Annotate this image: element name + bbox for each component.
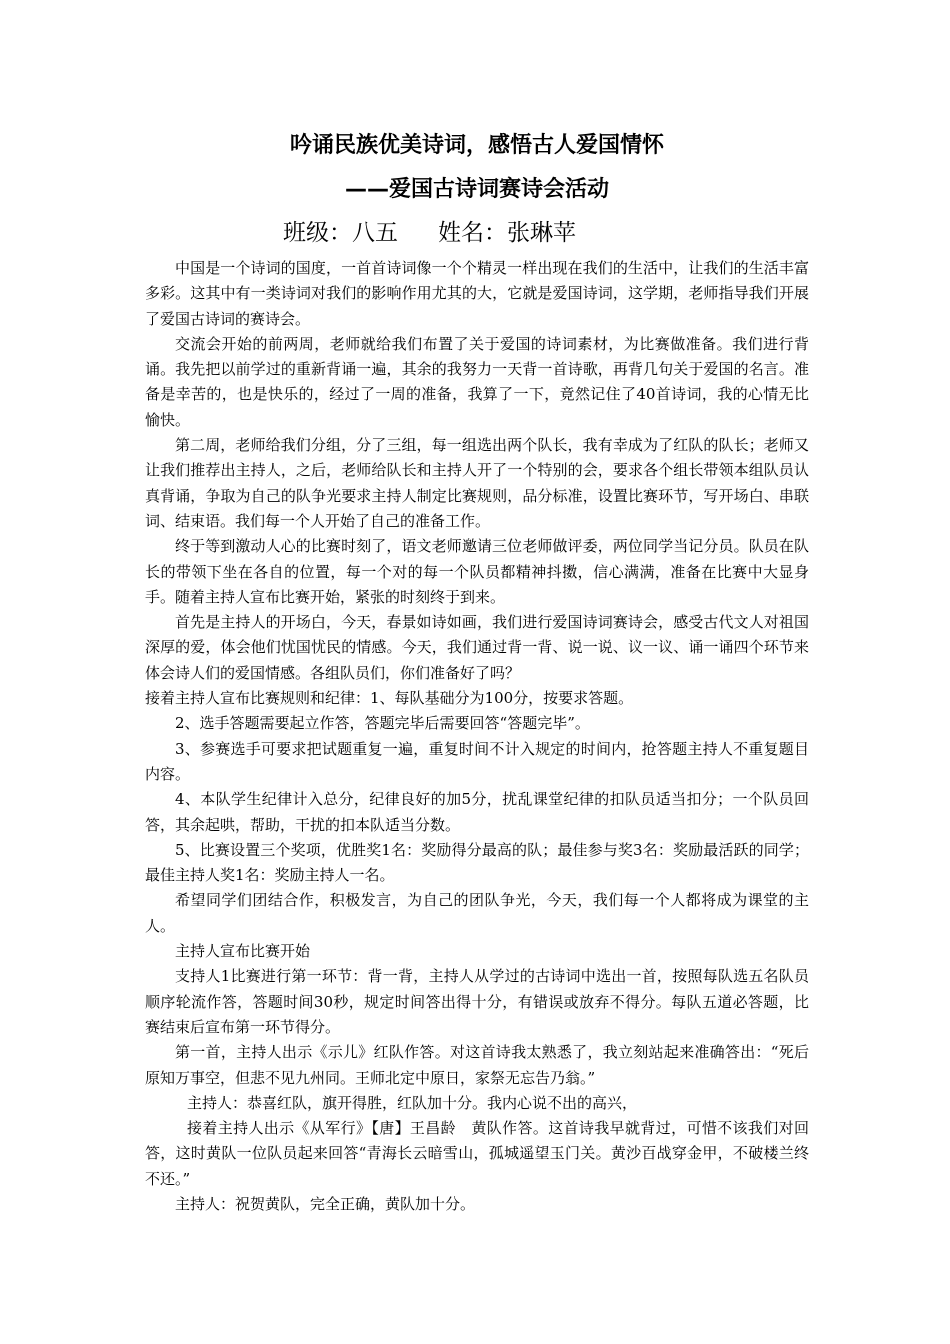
paragraph: 主持人：祝贺黄队，完全正确，黄队加十分。 [175, 1194, 476, 1213]
paragraph: 接着主持人宣布比赛规则和纪律：1、每队基础分为100分，按要求答题。 [145, 689, 634, 708]
document-subtitle: ——爱国古诗词赛诗会活动 [344, 177, 609, 202]
rule-item: 3、参赛选手可要求把试题重复一遍，重复时间不计入规定的时间内，抢答题主持人不重复题目内容。 [145, 739, 809, 783]
student-name-label: 姓名：张琳苹 [438, 220, 576, 246]
paragraph: 希望同学们团结合作，积极发言，为自己的团队争光，今天，我们每一个人都将成为课堂的主人。 [145, 891, 809, 935]
paragraph: 第二周，老师给我们分组，分了三组，每一组选出两个队长，我有幸成为了红队的队长；老师又让我们推荐出主持人，之后，老师给队长和主持人开了一个特别的会，要求各个组长带领本组队员认真背诵，争取为自己的队争光要求主持人制定比赛规则，品分标准，设置比赛环节，写开场白、串联词、结束语。我们每一个人开始了自己的准备工作。 [145, 436, 809, 530]
byline [145, 214, 809, 256]
paragraph: 接着主持人出示《从军行》【唐】王昌龄 黄队作答。这首诗我早就背过，可惜不该我们对回答，这时黄队一位队员起来回答“青海长云暗雪山，孤城遥望玉门关。黄沙百战穿金甲，不破楼兰终不还。” [145, 1119, 809, 1188]
paragraph: 主持人宣布比赛开始 [175, 942, 311, 961]
rule-item: 2、选手答题需要起立作答，答题完毕后需要回答“答题完毕”。 [175, 714, 590, 733]
class-label: 班级：八五 [283, 220, 398, 246]
paragraph: 终于等到激动人心的比赛时刻了，语文老师邀请三位老师做评委，两位同学当记分员。队员在队长的带领下坐在各自的位置，每一个对的每一个队员都精神抖擞，信心满满，准备在比赛中大显身手。随着主持人宣布比赛开始，紧张的时刻终于到来。 [145, 537, 809, 606]
paragraph: 支持人1比赛进行第一环节：背一背，主持人从学过的古诗词中选出一首，按照每队选五名队员顺序轮流作答，答题时间30秒，规定时间答出得十分，有错误或放弃不得分。每队五道必答题，比赛结束后宣布第一环节得分。 [145, 967, 809, 1036]
paragraph: 主持人：恭喜红队，旗开得胜，红队加十分。我内心说不出的高兴， [187, 1093, 638, 1112]
paragraph: 交流会开始的前两周，老师就给我们布置了关于爱国的诗词素材，为比赛做准备。我们进行背诵。我先把以前学过的重新背诵一遍，其余的我努力一天背一首诗歌，再背几句关于爱国的名言。准备是幸苦的，也是快乐的，经过了一周的准备，我算了一下，竟然记住了40首诗词，我的心情无比愉快。 [145, 334, 809, 429]
document-title: 吟诵民族优美诗词，感悟古人爱国情怀 [289, 133, 664, 158]
paragraph: 中国是一个诗词的国度，一首首诗词像一个个精灵一样出现在我们的生活中，让我们的生活丰富多彩。这其中有一类诗词对我们的影响作用尤其的大，它就是爱国诗词，这学期，老师指导我们开展了爱国古诗词的赛诗会。 [145, 259, 809, 328]
paragraph: 首先是主持人的开场白，今天，春景如诗如画，我们进行爱国诗词赛诗会，感受古代文人对祖国深厚的爱，体会他们忧国忧民的情感。今天，我们通过背一背、说一说、议一议、诵一诵四个环节来体会诗人们的爱国情感。各组队员们，你们准备好了吗？ [145, 613, 809, 682]
document-page [145, 130, 809, 1217]
rule-item: 5、比赛设置三个奖项，优胜奖1名：奖励得分最高的队；最佳参与奖3名：奖励最活跃的同学；最佳主持人奖1名：奖励主持人一名。 [145, 840, 809, 885]
document-body [145, 256, 809, 1217]
rule-item: 4、本队学生纪律计入总分，纪律良好的加5分，扰乱课堂纪律的扣队员适当扣分；一个队员回答，其余起哄，帮助，干扰的扣本队适当分数。 [145, 790, 809, 834]
paragraph: 第一首，主持人出示《示儿》红队作答。对这首诗我太熟悉了，我立刻站起来准确答出：“死后原知万事空，但悲不见九州同。王师北定中原日，家祭无忘告乃翁。” [145, 1043, 809, 1087]
